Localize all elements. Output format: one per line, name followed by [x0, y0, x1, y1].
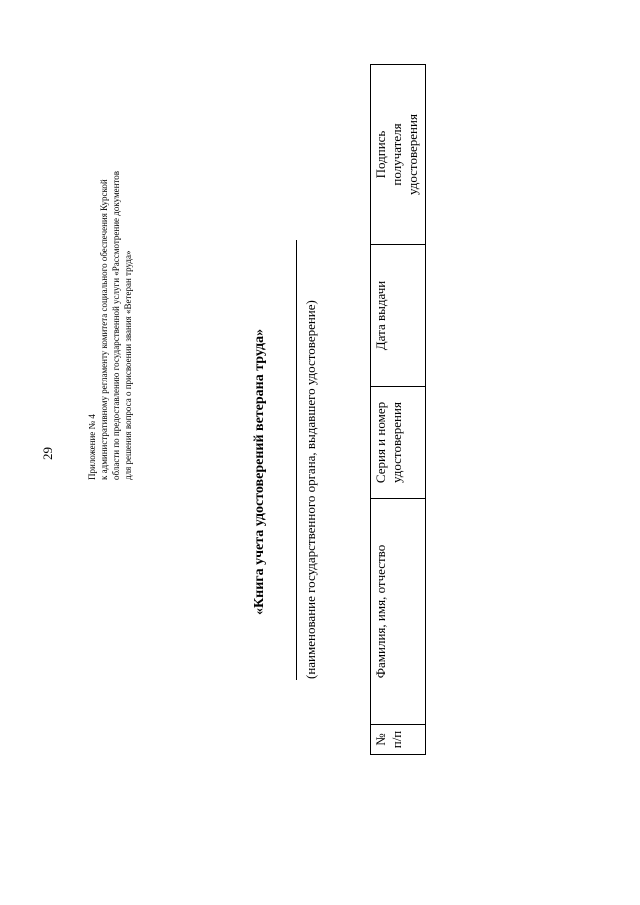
header-date-line: Дата выдачи — [373, 280, 388, 351]
header-full-name-line: Фамилия, имя, отчество — [373, 544, 388, 679]
header-number — [371, 725, 426, 755]
header-signature-line: получателя — [389, 123, 404, 186]
table-header-row — [371, 65, 426, 755]
appendix-line: для решения вопроса о присвоении звания «Ветеран труда» — [123, 250, 133, 480]
header-full-name — [371, 499, 426, 725]
organization-name-line — [296, 240, 297, 680]
header-signature-line: удостоверения — [405, 114, 420, 195]
header-series-line: Серия и номер — [373, 401, 388, 484]
header-recipient-signature — [371, 65, 426, 245]
register-table — [370, 64, 426, 755]
header-series-line: удостоверения — [389, 402, 404, 483]
appendix-header — [86, 40, 134, 480]
book-title: «Книга учета удостоверений ветерана труда» — [252, 328, 267, 615]
header-issue-date — [371, 245, 426, 387]
page-number: 29 — [40, 447, 55, 460]
header-number-line: п/п — [389, 730, 404, 749]
appendix-line: области по предоставлению государственной услуги «Рассмотрение документов — [111, 170, 121, 480]
organization-caption: (наименование государственного органа, выдавшего удостоверение) — [303, 300, 318, 679]
appendix-line: Приложение № 4 — [87, 414, 97, 480]
header-series-number — [371, 387, 426, 499]
header-signature-line: Подпись — [373, 130, 388, 179]
header-number-line: № — [373, 733, 388, 746]
appendix-line: к административному регламенту комитета социального обеспечения Курской — [99, 179, 109, 480]
